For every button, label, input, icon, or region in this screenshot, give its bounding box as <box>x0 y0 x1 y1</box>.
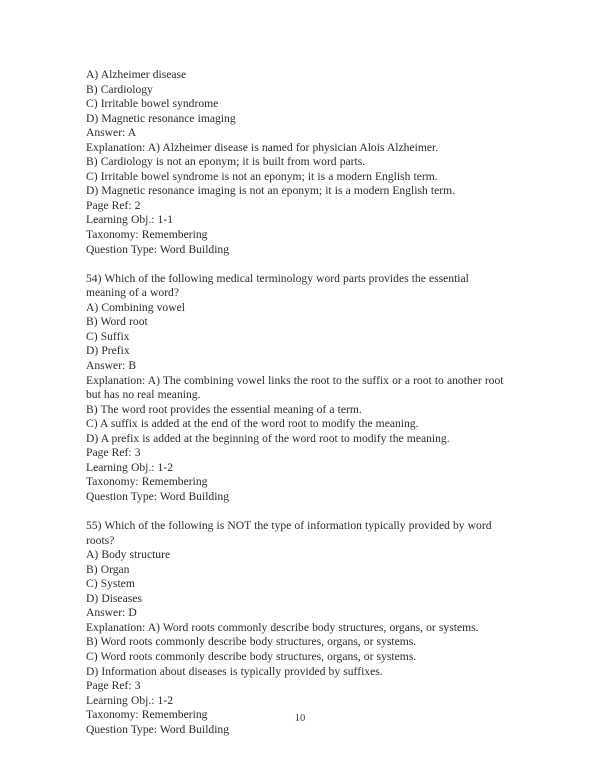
text-line: Answer: D <box>86 606 137 620</box>
text-line: Explanation: A) The combining vowel links the root to the suffix or a root to another root but has no real meaning. <box>86 373 504 402</box>
text-line: Explanation: A) Word roots commonly describe body structures, organs, or systems. <box>86 620 479 634</box>
text-line: Page Ref: 3 <box>86 679 141 693</box>
text-line: Question Type: Word Building <box>86 242 230 256</box>
text-line: B) Cardiology <box>86 82 153 96</box>
question-block <box>86 68 508 257</box>
text-line: Taxonomy: Remembering <box>86 708 208 722</box>
text-line: A) Alzheimer disease <box>86 68 187 81</box>
text-line: Answer: B <box>86 358 137 372</box>
text-line: Taxonomy: Remembering <box>86 475 208 489</box>
question-block <box>86 272 508 505</box>
text-line: B) The word root provides the essential meaning of a term. <box>86 402 362 416</box>
text-line: D) Magnetic resonance imaging <box>86 111 236 125</box>
text-line: B) Word roots commonly describe body structures, organs, or systems. <box>86 635 417 649</box>
text-line: Learning Obj.: 1-2 <box>86 460 174 474</box>
text-line: Question Type: Word Building <box>86 489 230 503</box>
text-line: Page Ref: 3 <box>86 446 141 460</box>
text-line: A) Body structure <box>86 548 171 562</box>
text-line: D) Magnetic resonance imaging is not an eponym; it is a modern English term. <box>86 184 456 198</box>
question-block <box>86 519 508 737</box>
document-body <box>86 68 508 737</box>
text-line: Learning Obj.: 1-2 <box>86 693 174 707</box>
text-line: C) Irritable bowel syndrome is not an eponym; it is a modern English term. <box>86 169 438 183</box>
text-line: Learning Obj.: 1-1 <box>86 213 174 227</box>
text-line: D) Prefix <box>86 344 130 358</box>
text-line: B) Organ <box>86 562 130 576</box>
text-line: Answer: A <box>86 126 137 140</box>
text-line: C) Suffix <box>86 329 130 343</box>
text-line: 54) Which of the following medical terminology word parts provides the essential meaning of a word? <box>86 271 469 300</box>
page-number: 10 <box>294 713 306 724</box>
text-line: Explanation: A) Alzheimer disease is named for physician Alois Alzheimer. <box>86 140 439 154</box>
text-line: C) Word roots commonly describe body structures, organs, or systems. <box>86 649 417 663</box>
text-line: 55) Which of the following is NOT the type of information typically provided by word roots? <box>86 519 492 547</box>
text-line: B) Word root <box>86 315 148 329</box>
text-line: C) Irritable bowel syndrome <box>86 97 219 111</box>
text-line: C) A suffix is added at the end of the word root to modify the meaning. <box>86 417 419 431</box>
text-line: D) A prefix is added at the beginning of the word root to modify the meaning. <box>86 431 450 445</box>
text-line: C) System <box>86 577 135 591</box>
text-line: D) Diseases <box>86 591 142 605</box>
text-line: A) Combining vowel <box>86 300 185 314</box>
text-line: B) Cardiology is not an eponym; it is built from word parts. <box>86 155 366 169</box>
text-line: D) Information about diseases is typically provided by suffixes. <box>86 664 383 678</box>
text-line: Page Ref: 2 <box>86 198 141 212</box>
text-line: Taxonomy: Remembering <box>86 228 208 242</box>
text-line: Question Type: Word Building <box>86 722 230 736</box>
